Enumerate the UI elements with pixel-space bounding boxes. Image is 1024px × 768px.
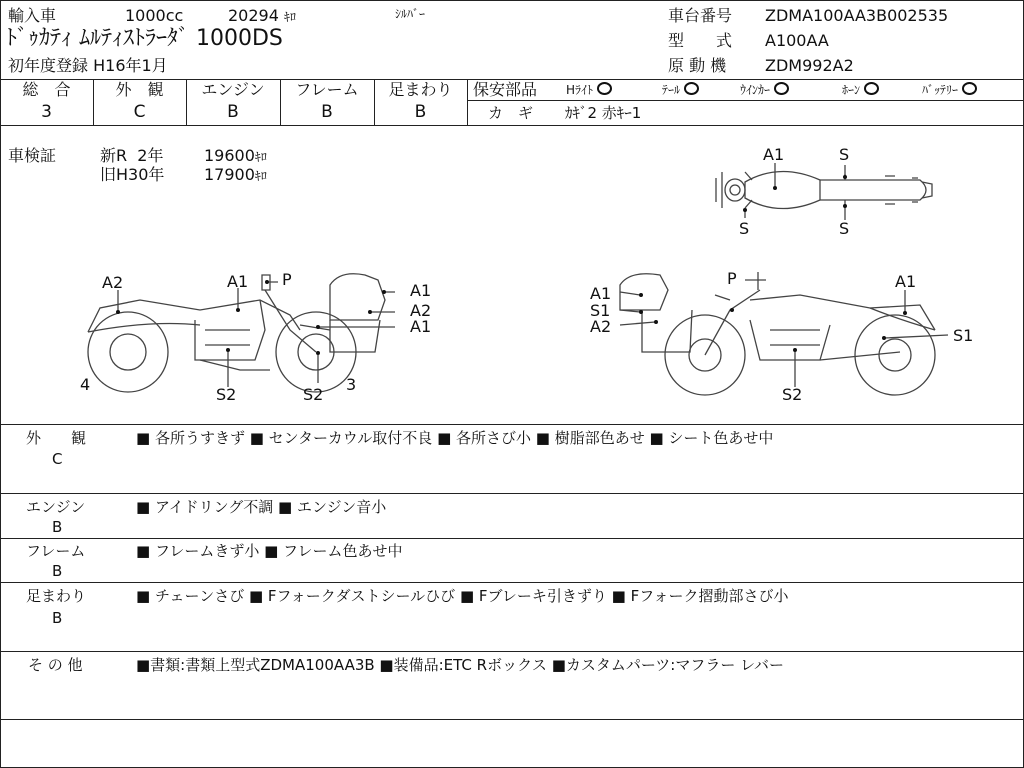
color-value: ｼﾙﾊﾞｰ — [395, 7, 426, 21]
label-p: P — [282, 270, 292, 289]
divider — [467, 79, 468, 125]
safety-item-horn: ﾎｰﾝ — [842, 82, 879, 98]
remark-grade-suspension: B — [52, 609, 63, 627]
score-value-suspension: B — [414, 102, 427, 122]
first-registration: 初年度登録 H16年1月 — [8, 56, 168, 75]
remark-grade-exterior: C — [52, 450, 63, 468]
score-label-exterior: 外 観 — [115, 80, 164, 99]
key-label: カ ギ — [488, 104, 534, 122]
safety-item-headlight: Hﾗｲﾄ — [566, 82, 612, 98]
label-a1: A1 — [227, 272, 249, 291]
mileage: 20294 ｷﾛ — [228, 6, 297, 25]
model-name: ﾄﾞｩｶﾃｨ ﾑﾙﾃｨｽﾄﾗｰﾀﾞ 1000DS — [6, 26, 283, 51]
model-type-label: 型 式 — [668, 31, 733, 50]
bike-left-view — [88, 274, 385, 392]
remark-label-exterior: 外 観 — [26, 429, 87, 447]
engine-label: 原 動 機 — [668, 56, 727, 75]
inspection-old-km: 17900ｷﾛ — [204, 165, 267, 184]
remark-text-suspension: ■ チェーンさび ■ Fフォークダストシールひび ■ Fブレーキ引きずり ■ Fフォーク摺動部さび小 — [136, 587, 789, 605]
label-s2: S2 — [303, 385, 324, 404]
score-label-suspension: 足まわり — [388, 80, 453, 99]
safety-item-battery: ﾊﾞｯﾃﾘｰ — [922, 82, 977, 98]
score-value-engine: B — [227, 102, 239, 122]
label-a1: A1 — [410, 317, 432, 336]
safety-parts-label: 保安部品 — [473, 80, 538, 99]
remark-label-other: そ の 他 — [28, 656, 83, 674]
label-s2: S2 — [782, 385, 803, 404]
label-3: 3 — [346, 375, 357, 394]
label-a1: A1 — [763, 145, 785, 164]
divider — [0, 719, 1024, 720]
bike-right-view — [620, 272, 935, 395]
displacement: 1000cc — [125, 6, 184, 25]
frame-number-value: ZDMA100AA3B002535 — [765, 6, 949, 25]
engine-value: ZDM992A2 — [765, 56, 854, 75]
safety-item-winker: ｳｲﾝｶｰ — [740, 82, 789, 98]
divider — [0, 424, 1024, 425]
label-s1: S1 — [590, 301, 611, 320]
frame-number-label: 車台番号 — [668, 6, 733, 25]
inspection-old: 旧H30年 — [100, 165, 165, 184]
score-value-frame: B — [321, 102, 333, 122]
remark-grade-engine: B — [52, 518, 63, 536]
remark-text-exterior: ■ 各所うすきず ■ センターカウル取付不良 ■ 各所さび小 ■ 樹脂部色あせ ■ シート色あせ中 — [136, 429, 774, 447]
inspection-new: 新R 2年 — [100, 146, 164, 165]
inspection-new-km: 19600ｷﾛ — [204, 146, 267, 165]
score-value-exterior: C — [133, 102, 146, 122]
divider — [0, 493, 1024, 494]
label-s: S — [739, 219, 750, 238]
score-label-frame: フレーム — [295, 80, 359, 99]
bike-top-view — [716, 171, 932, 208]
label-a1: A1 — [410, 281, 432, 300]
remark-label-engine: エンジン — [26, 498, 86, 516]
divider — [0, 538, 1024, 539]
label-s: S — [839, 219, 850, 238]
key-value: ｶｷﾞ2 赤ｷｰ1 — [565, 104, 642, 122]
remark-text-frame: ■ フレームきず小 ■ フレーム色あせ中 — [136, 542, 403, 560]
label-a1: A1 — [895, 272, 917, 291]
score-label-engine: エンジン — [201, 80, 265, 99]
divider — [0, 582, 1024, 583]
label-a2: A2 — [410, 301, 432, 320]
import-label: 輸入車 — [8, 6, 57, 25]
remark-text-other: ■書類:書類上型式ZDMA100AA3B ■装備品:ETC Rボックス ■カスタムパーツ:マフラー レバー — [136, 656, 785, 674]
label-s: S — [839, 145, 850, 164]
damage-diagram — [0, 126, 1024, 424]
safety-item-tail: ﾃｰﾙ — [662, 82, 699, 98]
label-s2: S2 — [216, 385, 237, 404]
label-a1: A1 — [590, 284, 612, 303]
label-p: P — [727, 269, 737, 288]
divider — [0, 651, 1024, 652]
remark-grade-frame: B — [52, 562, 63, 580]
label-4: 4 — [80, 375, 91, 394]
label-a2: A2 — [590, 317, 612, 336]
divider — [467, 100, 1024, 101]
model-type-value: A100AA — [765, 31, 829, 50]
label-s1: S1 — [953, 326, 974, 345]
score-value-total: 3 — [41, 102, 52, 122]
remark-label-frame: フレーム — [26, 542, 86, 560]
label-a2: A2 — [102, 273, 124, 292]
remark-label-suspension: 足まわり — [26, 587, 87, 605]
inspection-label: 車検証 — [8, 146, 57, 165]
score-label-total: 総 合 — [22, 80, 71, 99]
remark-text-engine: ■ アイドリング不調 ■ エンジン音小 — [136, 498, 387, 516]
